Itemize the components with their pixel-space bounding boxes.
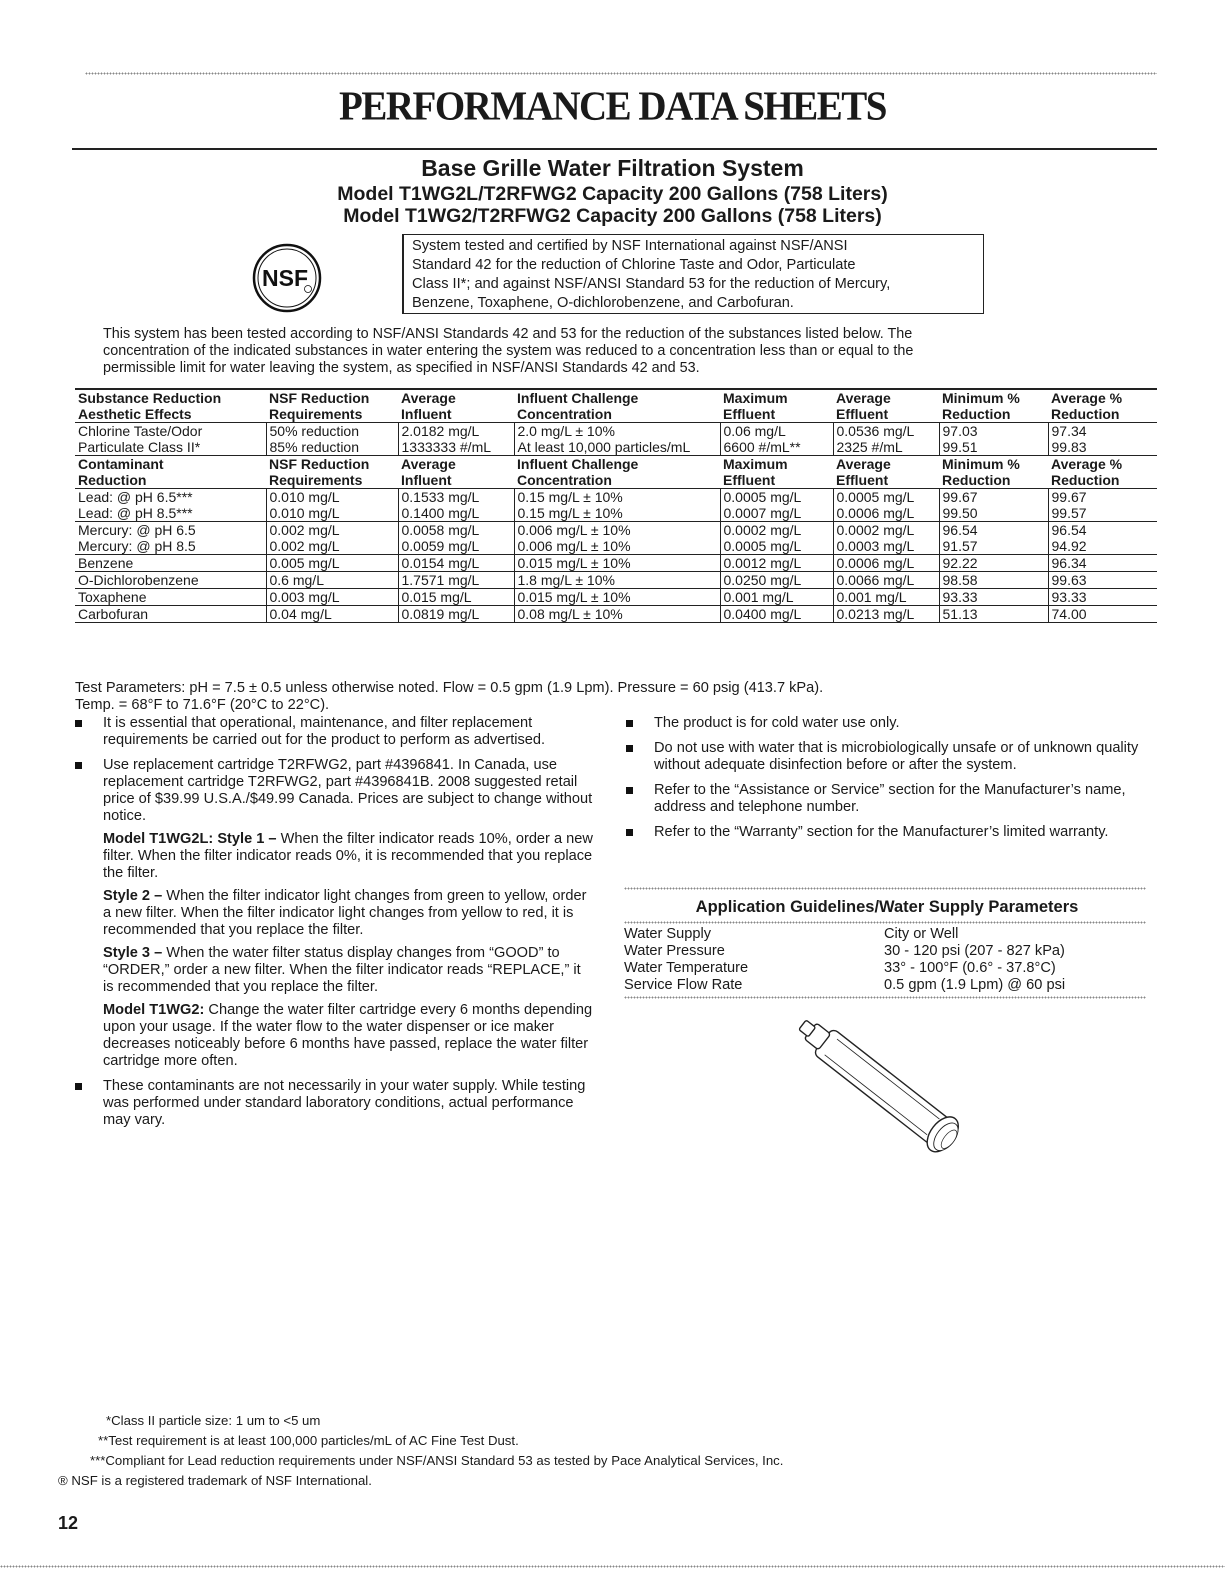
- table-row: [75, 522, 1157, 555]
- intro-line: permissible limit for water leaving the system, as specified in NSF/ANSI Standards 42 and 53.: [103, 360, 700, 376]
- table-cell: [398, 389, 514, 423]
- bullet-text: Refer to the “Warranty” section for the Manufacturer’s limited warranty.: [654, 824, 1109, 840]
- filter-cartridge-illustration: [786, 1010, 986, 1170]
- table-row: [75, 589, 1157, 606]
- bullet-square-icon: [626, 787, 633, 794]
- table-cell: [75, 572, 266, 589]
- cell-line: 99.67: [942, 489, 978, 505]
- table-cell: [266, 589, 398, 606]
- cell-line: Effluent: [723, 472, 776, 488]
- footnote: ***Compliant for Lead reduction requirements under NSF/ANSI Standard 53 as tested by Pace Analytical Services, Inc.: [90, 1453, 784, 1468]
- table-cell: [1048, 589, 1157, 606]
- table-cell: [75, 522, 266, 555]
- cell-line: 51.13: [942, 606, 978, 622]
- bullet-text: The product is for cold water use only.: [654, 715, 900, 731]
- cell-line: Contaminant: [78, 456, 164, 472]
- model-line-2: Model T1WG2/T2RFWG2 Capacity 200 Gallons (758 Liters): [343, 205, 882, 227]
- cell-line: Average: [836, 456, 891, 472]
- cell-line: Reduction: [1051, 472, 1120, 488]
- table-cell: [514, 555, 720, 572]
- app-row: [624, 926, 1146, 943]
- table-cell: [720, 555, 833, 572]
- table-cell: [398, 555, 514, 572]
- cell-line: Concentration: [517, 472, 612, 488]
- table-cell: [833, 389, 939, 423]
- style-3-text: When the water filter status display changes from “GOOD” to “ORDER,” order a new filter. When the filter indicator reads “REPLACE,” it is recommended that you replace the filter.: [103, 945, 581, 995]
- table-cell: [720, 572, 833, 589]
- table-row: [75, 423, 1157, 456]
- style-3-paragraph: [103, 945, 593, 996]
- cell-line: Reduction: [942, 472, 1011, 488]
- table-cell: [75, 423, 266, 456]
- table-cell: [1048, 572, 1157, 589]
- cell-line: Concentration: [517, 406, 612, 422]
- table-header-row: [75, 389, 1157, 423]
- table-cell: [833, 572, 939, 589]
- cell-line: Lead: @ pH 6.5***: [78, 489, 193, 505]
- cell-line: Reduction: [942, 406, 1011, 422]
- performance-table: [75, 388, 1157, 623]
- table-cell: [1048, 456, 1157, 489]
- cell-line: Influent: [401, 472, 452, 488]
- cell-line: 91.57: [942, 538, 978, 554]
- table-cell: [514, 572, 720, 589]
- cell-line: 0.003 mg/L: [269, 589, 340, 605]
- system-title: Base Grille Water Filtration System: [421, 155, 804, 181]
- cell-line: Average: [401, 390, 456, 406]
- cell-line: 50% reduction: [269, 423, 360, 439]
- model-t1wg2-paragraph: [103, 1002, 593, 1070]
- table-cell: [939, 522, 1048, 555]
- table-cell: [266, 606, 398, 623]
- cell-line: Average: [401, 456, 456, 472]
- certification-box: [402, 234, 984, 314]
- cell-line: 0.1400 mg/L: [401, 505, 480, 521]
- table-cell: [939, 389, 1048, 423]
- cell-line: 0.0003 mg/L: [836, 538, 915, 554]
- table-cell: [75, 555, 266, 572]
- cell-line: 0.0005 mg/L: [723, 538, 802, 554]
- app-mid-dotted-rule: [624, 921, 1146, 924]
- cell-line: 0.002 mg/L: [269, 522, 340, 538]
- certification-line: System tested and certified by NSF International against NSF/ANSI: [412, 238, 848, 254]
- cell-line: 0.15 mg/L ± 10%: [517, 505, 623, 521]
- cell-line: 0.010 mg/L: [269, 489, 340, 505]
- style-1-paragraph: [103, 831, 593, 882]
- test-parameters-line: Temp. = 68°F to 71.6°F (20°C to 22°C).: [75, 697, 330, 713]
- cell-line: 96.54: [1051, 522, 1087, 538]
- intro-line: concentration of the indicated substances in water entering the system was reduced to a concentration less than or equal to the: [103, 343, 914, 359]
- style-2-label: Style 2 –: [103, 888, 163, 904]
- bullet-item: [624, 782, 1146, 816]
- cell-line: O-Dichlorobenzene: [78, 572, 199, 588]
- cell-line: 6600 #/mL**: [723, 439, 801, 455]
- table-cell: [266, 423, 398, 456]
- table-cell: [939, 606, 1048, 623]
- certification-line: Benzene, Toxaphene, O-dichlorobenzene, and Carbofuran.: [412, 295, 794, 311]
- table-cell: [266, 522, 398, 555]
- cell-line: 0.0819 mg/L: [401, 606, 480, 622]
- table-cell: [75, 489, 266, 522]
- app-bottom-dotted-rule: [624, 996, 1146, 999]
- cell-line: 2325 #/mL: [836, 439, 903, 455]
- cell-line: 0.0006 mg/L: [836, 505, 915, 521]
- bullet-square-icon: [626, 829, 633, 836]
- cell-line: 0.015 mg/L ± 10%: [517, 589, 631, 605]
- table-header-row: [75, 456, 1157, 489]
- bottom-dotted-rule: [0, 1565, 1225, 1568]
- cell-line: Aesthetic Effects: [78, 406, 192, 422]
- cell-line: 0.001 mg/L: [723, 589, 794, 605]
- style-2-paragraph: [103, 888, 593, 939]
- table-cell: [1048, 555, 1157, 572]
- cell-line: 0.0059 mg/L: [401, 538, 480, 554]
- app-row: [624, 977, 1146, 994]
- cell-line: 0.0066 mg/L: [836, 572, 915, 588]
- app-row-label: Water Supply: [624, 926, 712, 942]
- cell-line: 0.001 mg/L: [836, 589, 907, 605]
- model-t1wg2-label: Model T1WG2:: [103, 1002, 205, 1018]
- cell-line: 0.002 mg/L: [269, 538, 340, 554]
- cell-line: 99.57: [1051, 505, 1087, 521]
- app-top-dotted-rule: [624, 887, 1146, 890]
- cell-line: Carbofuran: [78, 606, 149, 622]
- table-cell: [939, 572, 1048, 589]
- bullet-square-icon: [75, 762, 82, 769]
- cell-line: Reduction: [1051, 406, 1120, 422]
- cell-line: Chlorine Taste/Odor: [78, 423, 203, 439]
- bullet-text: It is essential that operational, maintenance, and filter replacement requirements be carried out for the product to perform as advertised.: [103, 715, 546, 748]
- cell-line: Influent: [401, 406, 452, 422]
- table-cell: [1048, 489, 1157, 522]
- table-row: [75, 606, 1157, 623]
- cell-line: Average: [836, 390, 891, 406]
- cell-line: Mercury: @ pH 8.5: [78, 538, 196, 554]
- nsf-logo-text: NSF: [262, 265, 308, 291]
- table-cell: [720, 389, 833, 423]
- cell-line: 0.0250 mg/L: [723, 572, 802, 588]
- style-2-text: When the filter indicator light changes from green to yellow, order a new filter. When the filter indicator light changes from yellow to red, it is recommended that you replace the filter.: [103, 888, 587, 938]
- table-cell: [833, 522, 939, 555]
- table-cell: [1048, 522, 1157, 555]
- cell-line: 97.03: [942, 423, 978, 439]
- cell-line: 0.0536 mg/L: [836, 423, 915, 439]
- bullet-text: These contaminants are not necessarily in your water supply. While testing was performed under standard laboratory conditions, actual performance may vary.: [103, 1078, 586, 1128]
- table-cell: [833, 456, 939, 489]
- cell-line: 1333333 #/mL: [401, 439, 492, 455]
- cell-line: 0.0005 mg/L: [836, 489, 915, 505]
- cell-line: Substance Reduction: [78, 390, 222, 406]
- table-cell: [398, 522, 514, 555]
- cell-line: 0.010 mg/L: [269, 505, 340, 521]
- table-cell: [833, 555, 939, 572]
- cell-line: Average %: [1051, 456, 1123, 472]
- top-dotted-rule: [85, 72, 1157, 75]
- table-cell: [720, 522, 833, 555]
- cell-line: 0.08 mg/L ± 10%: [517, 606, 623, 622]
- table-cell: [398, 489, 514, 522]
- cell-line: 96.54: [942, 522, 978, 538]
- cell-line: Effluent: [723, 406, 776, 422]
- bullet-item: [73, 715, 593, 749]
- cell-line: 0.6 mg/L: [269, 572, 324, 588]
- cell-line: 99.50: [942, 505, 978, 521]
- style-1-label: Model T1WG2L: Style 1 –: [103, 831, 277, 847]
- cell-line: 0.0002 mg/L: [836, 522, 915, 538]
- test-parameters-line: Test Parameters: pH = 7.5 ± 0.5 unless otherwise noted. Flow = 0.5 gpm (1.9 Lpm). Pressure = 60 psig (413.7 kPa).: [75, 680, 824, 696]
- application-guidelines-table: [624, 926, 1146, 994]
- table-cell: [514, 456, 720, 489]
- certification-line: Standard 42 for the reduction of Chlorine Taste and Odor, Particulate: [412, 257, 856, 273]
- cell-line: Minimum %: [942, 390, 1020, 406]
- app-row-label: Service Flow Rate: [624, 977, 743, 993]
- cell-line: 0.04 mg/L: [269, 606, 332, 622]
- right-column: [624, 715, 1146, 849]
- cell-line: 0.005 mg/L: [269, 555, 340, 571]
- cell-line: Maximum: [723, 390, 788, 406]
- table-cell: [266, 389, 398, 423]
- cell-line: 0.0002 mg/L: [723, 522, 802, 538]
- table-cell: [1048, 389, 1157, 423]
- table-cell: [514, 389, 720, 423]
- cell-line: 0.0012 mg/L: [723, 555, 802, 571]
- app-row: [624, 943, 1146, 960]
- cell-line: 99.67: [1051, 489, 1087, 505]
- cell-line: 0.15 mg/L ± 10%: [517, 489, 623, 505]
- table-cell: [939, 456, 1048, 489]
- style-3-label: Style 3 –: [103, 945, 163, 961]
- cell-line: 0.015 mg/L: [401, 589, 472, 605]
- cell-line: Requirements: [269, 472, 363, 488]
- cell-line: Particulate Class II*: [78, 439, 201, 455]
- page-title: PERFORMANCE DATA SHEETS: [339, 83, 886, 130]
- application-guidelines-title: Application Guidelines/Water Supply Parameters: [695, 898, 1079, 916]
- table-row: [75, 572, 1157, 589]
- table-cell: [266, 456, 398, 489]
- style-1-text: When the filter indicator reads 10%, order a new filter. When the filter indicator reads 0%, it is recommended that you replace the filter.: [103, 831, 593, 881]
- page-number: 12: [58, 1513, 79, 1533]
- cell-line: 0.015 mg/L ± 10%: [517, 555, 631, 571]
- table-cell: [720, 489, 833, 522]
- table-cell: [398, 423, 514, 456]
- table-cell: [266, 555, 398, 572]
- cell-line: 99.63: [1051, 572, 1087, 588]
- cell-line: Influent Challenge: [517, 390, 639, 406]
- cell-line: Maximum: [723, 456, 788, 472]
- cell-line: 0.0058 mg/L: [401, 522, 480, 538]
- table-cell: [398, 589, 514, 606]
- table-cell: [266, 489, 398, 522]
- cell-line: 0.0007 mg/L: [723, 505, 802, 521]
- cell-line: 99.51: [942, 439, 978, 455]
- footnotes: [58, 1411, 783, 1491]
- table-cell: [398, 456, 514, 489]
- app-row-value: 30 - 120 psi (207 - 827 kPa): [884, 943, 1065, 959]
- table-cell: [398, 572, 514, 589]
- intro-paragraph: [103, 326, 1148, 377]
- table-cell: [939, 589, 1048, 606]
- intro-line: This system has been tested according to NSF/ANSI Standards 42 and 53 for the reduction of the substances listed below. The: [103, 326, 913, 342]
- app-row-value: City or Well: [884, 926, 959, 942]
- app-row-value: 33° - 100°F (0.6° - 37.8°C): [884, 960, 1056, 976]
- app-row-label: Water Temperature: [624, 960, 749, 976]
- cell-line: Effluent: [836, 406, 889, 422]
- bullet-item: [624, 824, 1146, 841]
- cell-line: 99.83: [1051, 439, 1087, 455]
- table-cell: [1048, 606, 1157, 623]
- left-column: [73, 715, 593, 1137]
- cell-line: 2.0 mg/L ± 10%: [517, 423, 615, 439]
- model-line-1: Model T1WG2L/T2RFWG2 Capacity 200 Gallons (758 Liters): [337, 183, 888, 205]
- certification-line: Class II*; and against NSF/ANSI Standard 53 for the reduction of Mercury,: [412, 276, 891, 292]
- table-row: [75, 555, 1157, 572]
- cell-line: Requirements: [269, 406, 363, 422]
- table-cell: [720, 606, 833, 623]
- nsf-logo: [252, 243, 322, 313]
- table-cell: [939, 555, 1048, 572]
- cell-line: 1.7571 mg/L: [401, 572, 480, 588]
- table-cell: [514, 589, 720, 606]
- footnote: **Test requirement is at least 100,000 particles/mL of AC Fine Test Dust.: [98, 1433, 519, 1448]
- table-cell: [1048, 423, 1157, 456]
- cell-line: Mercury: @ pH 6.5: [78, 522, 196, 538]
- table-row: [75, 489, 1157, 522]
- table-cell: [75, 589, 266, 606]
- model-t1wg2-text: Change the water filter cartridge every 6 months depending upon your usage. If the water flow to the water dispenser or ice maker decreases noticeably before 6 months have passed, replace the water filter cartridge more often.: [103, 1002, 593, 1069]
- cell-line: 98.58: [942, 572, 978, 588]
- cell-line: Influent Challenge: [517, 456, 639, 472]
- cell-line: Benzene: [78, 555, 134, 571]
- table-cell: [75, 389, 266, 423]
- cell-line: 94.92: [1051, 538, 1087, 554]
- bullet-square-icon: [626, 720, 633, 727]
- cell-line: Lead: @ pH 8.5***: [78, 505, 193, 521]
- bullet-item: [73, 1078, 593, 1129]
- footnote: *Class II particle size: 1 um to <5 um: [106, 1413, 321, 1428]
- table-cell: [833, 589, 939, 606]
- cell-line: 85% reduction: [269, 439, 360, 455]
- table-cell: [720, 589, 833, 606]
- table-cell: [720, 456, 833, 489]
- bullet-square-icon: [75, 720, 82, 727]
- cell-line: Minimum %: [942, 456, 1020, 472]
- bullet-text: Refer to the “Assistance or Service” section for the Manufacturer’s name, address and telephone number.: [654, 782, 1126, 815]
- cell-line: 74.00: [1051, 606, 1087, 622]
- cell-line: 0.006 mg/L ± 10%: [517, 538, 631, 554]
- cell-line: 0.0005 mg/L: [723, 489, 802, 505]
- cell-line: 96.34: [1051, 555, 1087, 571]
- cell-line: 93.33: [1051, 589, 1087, 605]
- table-cell: [939, 489, 1048, 522]
- bullet-square-icon: [75, 1083, 82, 1090]
- cell-line: Reduction: [78, 472, 147, 488]
- cell-line: 0.1533 mg/L: [401, 489, 480, 505]
- app-row: [624, 960, 1146, 977]
- cell-line: 0.0006 mg/L: [836, 555, 915, 571]
- cell-line: Toxaphene: [78, 589, 147, 605]
- table-cell: [514, 423, 720, 456]
- table-cell: [514, 522, 720, 555]
- bullet-item: [624, 715, 1146, 732]
- table-cell: [833, 423, 939, 456]
- cell-line: At least 10,000 particles/mL: [517, 439, 691, 455]
- table-cell: [939, 423, 1048, 456]
- footnote: ® NSF is a registered trademark of NSF International.: [58, 1473, 372, 1488]
- bullet-text: Do not use with water that is microbiologically unsafe or of unknown quality without adequate disinfection before or after the system.: [654, 740, 1139, 773]
- table-cell: [833, 606, 939, 623]
- cell-line: 92.22: [942, 555, 978, 571]
- title-rule: [72, 148, 1157, 150]
- app-row-label: Water Pressure: [624, 943, 725, 959]
- table-cell: [75, 456, 266, 489]
- cell-line: 0.06 mg/L: [723, 423, 786, 439]
- cell-line: 0.0400 mg/L: [723, 606, 802, 622]
- cell-line: 0.006 mg/L ± 10%: [517, 522, 631, 538]
- app-row-value: 0.5 gpm (1.9 Lpm) @ 60 psi: [884, 977, 1066, 993]
- bullet-square-icon: [626, 745, 633, 752]
- cell-line: NSF Reduction: [269, 390, 370, 406]
- cell-line: Average %: [1051, 390, 1123, 406]
- cell-line: Effluent: [836, 472, 889, 488]
- table-cell: [75, 606, 266, 623]
- table-cell: [833, 489, 939, 522]
- table-cell: [720, 423, 833, 456]
- test-parameters: [75, 680, 1075, 714]
- table-cell: [514, 606, 720, 623]
- bullet-item: [73, 757, 593, 1070]
- table-cell: [398, 606, 514, 623]
- cell-line: NSF Reduction: [269, 456, 370, 472]
- table-cell: [266, 572, 398, 589]
- cell-line: 1.8 mg/L ± 10%: [517, 572, 615, 588]
- cell-line: 0.0213 mg/L: [836, 606, 915, 622]
- cell-line: 97.34: [1051, 423, 1087, 439]
- bullet-text: Use replacement cartridge T2RFWG2, part #4396841. In Canada, use replacement cartridge T2RFWG2, part #4396841B. 2008 suggested retail price of $39.99 U.S.A./$49.99 Canada. Prices are subject to change without notice.: [103, 757, 593, 824]
- table-cell: [514, 489, 720, 522]
- cell-line: 93.33: [942, 589, 978, 605]
- cell-line: 0.0154 mg/L: [401, 555, 480, 571]
- cell-line: 2.0182 mg/L: [401, 423, 480, 439]
- bullet-item: [624, 740, 1146, 774]
